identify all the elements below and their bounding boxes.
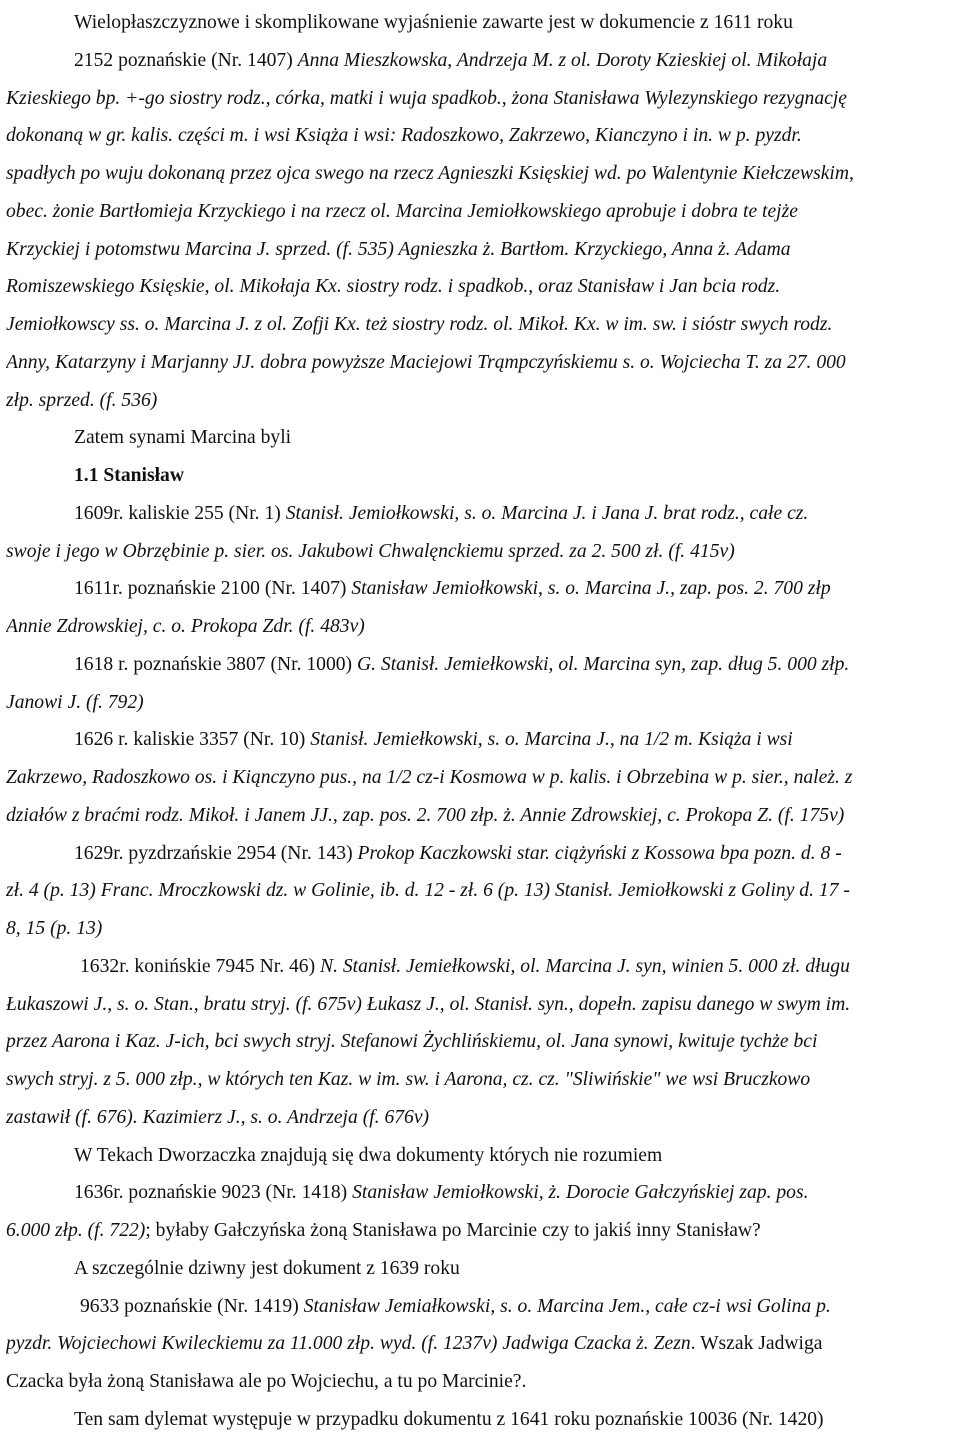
text-line xyxy=(6,306,954,344)
text-line xyxy=(6,193,954,231)
text-line xyxy=(6,1061,954,1099)
italic-text-segment: swych stryj. z 5. 000 złp., w których ten Kaz. w im. sw. i Aarona, cz. cz. "Sliwińskie" we wsi Bruczkowo xyxy=(6,1069,811,1090)
text-segment: 2152 poznańskie (Nr. 1407) xyxy=(74,49,298,71)
text-line xyxy=(6,117,954,155)
text-line xyxy=(6,457,954,495)
italic-text-segment: Kzieskiego bp. +-go siostry rodz., córka, matki i wuja spadkob., żona Stanisława Wylezynskiego rezygnację xyxy=(6,87,847,109)
italic-text-segment: swoje i jego w Obrzębinie p. sier. os. Jakubowi Chwalęnckiemu sprzed. za 2. 500 zł. (f. 415v) xyxy=(6,540,735,562)
text-line xyxy=(6,1137,954,1175)
italic-text-segment: Annie Zdrowskiej, c. o. Prokopa Zdr. (f. 483v) xyxy=(6,616,365,637)
text-line xyxy=(6,42,954,80)
text-line xyxy=(6,1212,954,1250)
text-line xyxy=(6,684,954,722)
text-line xyxy=(6,1174,954,1212)
text-line xyxy=(6,1288,954,1326)
text-line xyxy=(6,1325,954,1363)
text-segment: 1618 r. poznańskie 3807 (Nr. 1000) xyxy=(74,653,357,675)
text-line xyxy=(6,1363,954,1401)
text-line xyxy=(6,608,954,646)
italic-text-segment: obec. żonie Bartłomieja Krzyckiego i na rzecz ol. Marcina Jemiołkowskiego aprobuje i dobra te tejże xyxy=(6,200,798,222)
text-segment: A szczególnie dziwny jest dokument z 1639 roku xyxy=(74,1257,460,1279)
italic-text-segment: zastawił (f. 676). Kazimierz J., s. o. Andrzeja (f. 676v) xyxy=(6,1106,430,1128)
italic-text-segment: Krzyckiej i potomstwu Marcina J. sprzed. (f. 535) Agnieszka ż. Bartłom. Krzyckiego, Anna ż. Adama xyxy=(6,238,791,260)
bold-heading-segment: 1.1 Stanisław xyxy=(74,465,184,486)
text-segment: W Tekach Dworzaczka znajdują się dwa dokumenty których nie rozumiem xyxy=(74,1144,663,1166)
italic-text-segment: przez Aarona i Kaz. J-ich, bci swych stryj. Stefanowi Żychlińskiemu, ol. Jana synowi, kwituje tychże bci xyxy=(6,1031,818,1053)
text-line xyxy=(6,986,954,1024)
italic-text-segment: N. Stanisł. Jemiełkowski, ol. Marcina J. syn, winien 5. 000 zł. długu xyxy=(320,955,850,977)
italic-text-segment: 6.000 złp. (f. 722) xyxy=(6,1220,146,1241)
text-line xyxy=(6,533,954,571)
italic-text-segment: działów z braćmi rodz. Mikoł. i Janem JJ., zap. pos. 2. 700 złp. ż. Annie Zdrowskiej, c. Prokopa Z. (f. 175v) xyxy=(6,804,845,826)
text-line xyxy=(6,910,954,948)
italic-text-segment: Stanisł. Jemiołkowski, s. o. Marcina J. i Jana J. brat rodz., całe cz. xyxy=(285,502,809,524)
text-segment: Wielopłaszczyznowe i skomplikowane wyjaśnienie zawarte jest w dokumencie z 1611 roku xyxy=(74,12,793,33)
text-line xyxy=(6,948,954,986)
italic-text-segment: Janowi J. (f. 792) xyxy=(6,691,144,713)
italic-text-segment: Prokop Kaczkowski star. ciążyński z Kossowa bpa pozn. d. 8 - xyxy=(357,842,842,864)
text-line xyxy=(6,80,954,118)
text-line xyxy=(6,382,954,420)
text-segment: . Wszak Jadwiga xyxy=(690,1333,823,1355)
text-line xyxy=(6,835,954,873)
text-segment: 1636r. poznańskie 9023 (Nr. 1418) xyxy=(74,1182,353,1204)
text-line xyxy=(6,1099,954,1137)
text-line xyxy=(6,1023,954,1061)
text-segment: 1626 r. kaliskie 3357 (Nr. 10) xyxy=(74,729,311,751)
text-line xyxy=(6,646,954,684)
italic-text-segment: Stanisł. Jemiełkowski, s. o. Marcina J., na 1/2 m. Książa i wsi xyxy=(310,729,793,751)
italic-text-segment: Romiszewskiego Księskie, ol. Mikołaja Kx. siostry rodz. i spadkob., oraz Stanisław i Jan bcia rodz. xyxy=(6,276,781,298)
italic-text-segment: złp. sprzed. (f. 536) xyxy=(6,389,158,411)
italic-text-segment: Jemiołkowscy ss. o. Marcina J. z ol. Zofji Kx. też siostry rodz. ol. Mikoł. Kx. w im. sw. i sióstr swych rodz. xyxy=(6,314,833,335)
text-segment: Zatem synami Marcina byli xyxy=(74,427,292,449)
text-segment: 1629r. pyzdrzańskie 2954 (Nr. 143) xyxy=(74,842,358,864)
italic-text-segment: Stanisław Jemiołkowski, ż. Dorocie Gałczyńskiej zap. pos. xyxy=(352,1182,809,1204)
text-line xyxy=(6,872,954,910)
text-segment: Czacka była żoną Stanisława ale po Wojciechu, a tu po Marcinie?. xyxy=(6,1371,527,1392)
text-line xyxy=(6,4,954,42)
text-line xyxy=(6,1401,954,1439)
italic-text-segment: Zakrzewo, Radoszkowo os. i Kiąnczyno pus., na 1/2 cz-i Kosmowa w p. kalis. i Obrzebina w p. sier., należ. z xyxy=(6,767,853,788)
italic-text-segment: dokonaną w gr. kalis. części m. i wsi Książa i wsi: Radoszkowo, Zakrzewo, Kianczyno i in. w p. pyzdr. xyxy=(6,125,802,147)
italic-text-segment: zł. 4 (p. 13) Franc. Mroczkowski dz. w Golinie, ib. d. 12 - zł. 6 (p. 13) Stanisł. Jemiołkowski z Goliny d. 17 - xyxy=(6,880,850,902)
text-segment: 1609r. kaliskie 255 (Nr. 1) xyxy=(74,502,286,524)
text-line xyxy=(6,268,954,306)
italic-text-segment: pyzdr. Wojciechowi Kwileckiemu za 11.000 złp. wyd. (f. 1237v) Jadwiga Czacka ż. Zezn xyxy=(6,1333,691,1355)
text-line xyxy=(6,721,954,759)
text-segment: ; byłaby Gałczyńska żoną Stanisława po Marcinie czy to jakiś inny Stanisław? xyxy=(145,1220,761,1241)
text-line xyxy=(6,419,954,457)
text-segment: Ten sam dylemat występuje w przypadku dokumentu z 1641 roku poznańskie 10036 (Nr. 1420) xyxy=(74,1408,824,1430)
text-line xyxy=(6,1250,954,1288)
italic-text-segment: Anny, Katarzyny i Marjanny JJ. dobra powyższe Maciejowi Trąmpczyńskiemu s. o. Wojciecha T. za 27. 000 xyxy=(6,351,846,373)
text-line xyxy=(6,570,954,608)
text-line xyxy=(6,759,954,797)
text-line xyxy=(6,495,954,533)
text-segment: 9633 poznańskie (Nr. 1419) xyxy=(80,1295,304,1317)
italic-text-segment: spadłych po wuju dokonaną przez ojca swego na rzecz Agnieszki Księskiej wd. po Walentynie Kiełczewskim, xyxy=(6,163,854,184)
italic-text-segment: Anna Mieszkowska, Andrzeja M. z ol. Doroty Kzieskiej ol. Mikołaja xyxy=(297,49,828,71)
italic-text-segment: Stanisław Jemiołkowski, s. o. Marcina J., zap. pos. 2. 700 złp xyxy=(351,578,831,600)
text-line xyxy=(6,797,954,835)
italic-text-segment: G. Stanisł. Jemiełkowski, ol. Marcina syn, zap. dług 5. 000 złp. xyxy=(356,653,850,675)
text-line xyxy=(6,344,954,382)
italic-text-segment: Łukaszowi J., s. o. Stan., bratu stryj. (f. 675v) Łukasz J., ol. Stanisł. syn., dopełn. zapisu danego w swym im. xyxy=(6,993,851,1015)
italic-text-segment: 8, 15 (p. 13) xyxy=(6,918,103,939)
text-segment: 1632r. konińskie 7945 Nr. 46) xyxy=(80,955,321,977)
italic-text-segment: Stanisław Jemiałkowski, s. o. Marcina Jem., całe cz-i wsi Golina p. xyxy=(303,1295,831,1317)
text-line xyxy=(6,155,954,193)
text-segment: 1611r. poznańskie 2100 (Nr. 1407) xyxy=(74,578,352,600)
text-line xyxy=(6,231,954,269)
